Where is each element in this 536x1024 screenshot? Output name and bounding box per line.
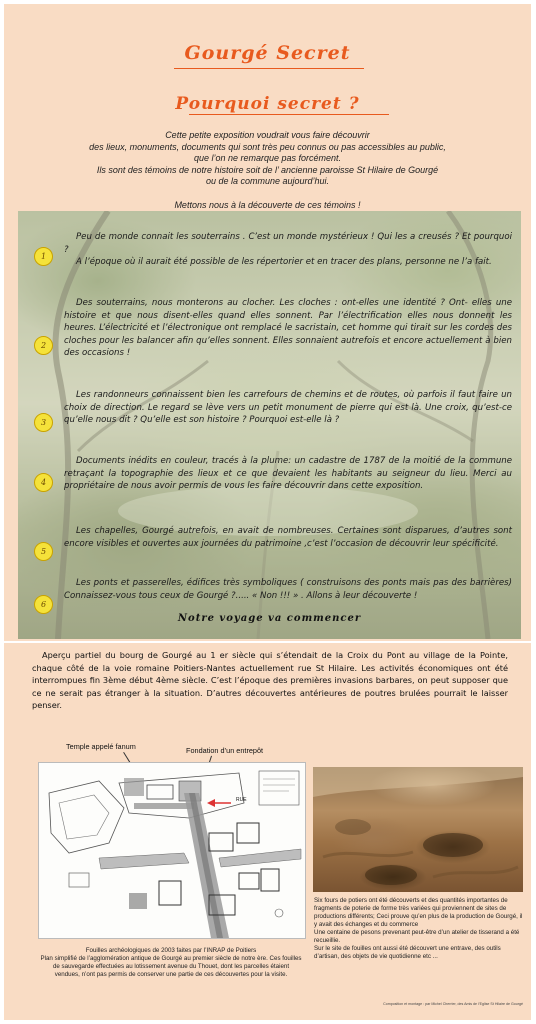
intro-line: des lieux, monuments, documents qui sont très peu connus ou pas accessibles au public, [89,141,446,152]
section-divider [4,641,531,643]
intro-call-to-action: Mettons nous à la découverte de ces témoins ! [174,199,361,210]
bourg-description-text: Aperçu partiel du bourg de Gourgé au 1 er siècle qui s’étendait de la Croix du Pont au village de la Pointe, chaque côté de la voie romaine Poitiers-Nantes actuellement rue St Hilaire. Les activités économiques ont été interrompues fin 3ème début 4ème siècle. C’est l’époque des premières invasions barbares, on peut supposer que ce ne serait pas étranger à la situation. D’autres découvertes antérieures de poutres brulées pourrait le laisser penser. [32,650,508,710]
exhibition-poster [4,4,531,1020]
section-paragraph: Peu de monde connait les souterrains . C’est un monde mystérieux ! Qui les a creusés ? Et pourquoi ? [64,232,512,255]
section-clocher [64,297,512,360]
section-paragraph: Documents inédits en couleur, tracés à la plume: un cadastre de 1787 de la moitié de la commune retraçant la topographie des lieux et ce que devaient les habitants au seigneur du lieu. Merci au propriétaire de nous avoir permis de vous les faire découvrir dans cette exposition. [64,456,512,492]
photo-caption [314,897,524,961]
section-chapelles [64,525,512,550]
photo-caption-paragraph: Sur le site de fouilles ont aussi été découvert une entrave, des outils d’artisan, des objets de vie quotidienne etc ... [314,945,501,960]
section-paragraph: Des souterrains, nous monterons au clocher. Les cloches : ont-elles une identité ? Ont- elles une histoire et que nous disent-elles quand elles sonnent. Par l’électrification elles nous donnent les heures. L’électricité et l’électronique ont remplacé le sacristain, cet homme qui tirait sur les cordes des cloches pour les balancer afin qu’elles sonnent. Elles sonnaient autrefois et encore actuellement à bien des occasions ! [64,298,512,359]
section-ponts [64,577,512,602]
journey-heading: Notre voyage va commencer [177,613,362,624]
section-number-badge: 1 [34,247,53,266]
section-number-badge: 6 [34,595,53,614]
section-souterrains [64,231,512,269]
excavation-site-texture [313,767,523,892]
plan-caption [40,947,302,979]
bourg-description [32,649,508,712]
excavation-plan [38,762,306,939]
photo-caption-paragraph: Six fours de potiers ont été découverts et des quantités importantes de fragments de poterie de forme très variées qui proviennent de sites de productions différents; Ceci prouve qu’en plus de la production de Gourgé, il y avait des échanges et du commerce [314,897,523,928]
subtitle-underline [189,114,389,115]
section-number-badge: 5 [34,542,53,561]
label-entrepot: Fondation d’un entrepôt [186,746,264,755]
poster-subtitle: Pourquoi secret ? [175,94,360,114]
excavation-plan-drawing [39,763,305,938]
plan-caption-body: Plan simplifié de l’agglomération antique de Gourgé au premier siècle de notre ère. Ces fouilles de sauvegarde effectuées au lotissement avenue du Thouet, dont les parcelles étaient vendues, n’ont pas permis de conserver une partie de ces découvertes pour la visite. [40,955,302,978]
section-croix [64,389,512,427]
label-temple: Temple appelé fanum [66,742,136,751]
plan-label-rue: RUE [236,797,247,803]
section-number-badge: 2 [34,336,53,355]
garden-photo-panel [18,211,521,639]
intro-line: ou de la commune aujourd’hui. [205,176,330,186]
section-number-badge: 3 [34,413,53,432]
section-paragraph: Les chapelles, Gourgé autrefois, en avait de nombreuses. Certaines sont disparues, d’autres sont encore visibles et ouvertes aux journées du patrimoine ,c’est l’occasion de découvrir leur spécificité. [64,526,512,549]
section-cadastre [64,455,512,493]
section-number-badge: 4 [34,473,53,492]
section-paragraph: Les ponts et passerelles, édifices très symboliques ( construisons des ponts mais pas des barrières) Connaissez-vous tous ceux de Gourgé ?..... « Non !!! » . Allons à leur découverte ! [64,578,512,601]
photo-caption-paragraph: Une centaine de pesons prevenant peut-être d’un atelier de tisserand a été recueillie. [314,929,520,944]
intro-line: que l’on ne remarque pas forcément. [193,153,342,163]
intro-line: Cette petite exposition voudrait vous faire découvrir [165,130,370,140]
intro-text [24,130,511,211]
intro-line: Ils sont des témoins de notre histoire soit de l’ ancienne paroisse St Hilaire de Gourgé [96,164,439,175]
credits: Composition et montage : par Michel Cherrier, des Amis de l’Eglise St Hilaire de Gourgé [383,1002,523,1006]
poster-title: Gourgé Secret [184,42,351,64]
title-underline [174,68,364,69]
section-paragraph: A l’époque où il aurait été possible de les répertorier et en tracer des plans, personne ne l’a fait. [76,257,492,268]
plan-caption-title: Fouilles archéologiques de 2003 faites par l’INRAP de Poitiers [85,947,257,954]
section-paragraph: Les randonneurs connaissent bien les carrefours de chemins et de routes, où parfois il faut faire un choix de direction. Le regard se lève vers un petit monument de pierre qui est là. Une croix, qu’est-ce qu’elle nous dit ? Qu’elle est son histoire ? Pourquoi est-elle là ? [64,390,512,426]
excavation-site-photo [313,767,523,892]
